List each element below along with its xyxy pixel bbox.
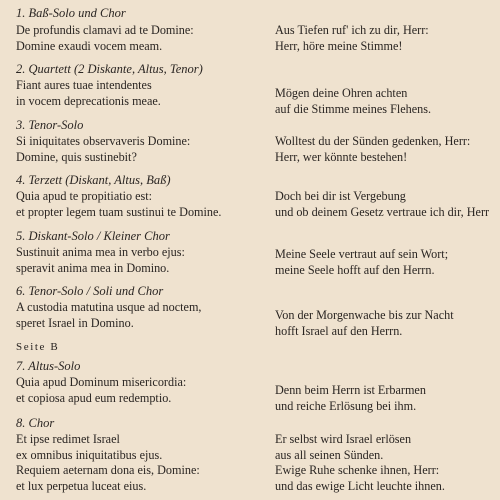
section-heading: 8. Chor <box>16 416 55 430</box>
german-text <box>275 134 470 165</box>
latin-line: ex omnibus iniquitatibus ejus. <box>16 447 163 462</box>
latin-line: Requiem aeternam dona eis, Domine: <box>16 463 200 477</box>
latin-text <box>16 375 186 406</box>
latin-line: et lux perpetua luceat eius. <box>16 478 147 493</box>
latin-line: Et ipse redimet Israel <box>16 432 120 446</box>
german-line: und reiche Erlösung bei ihm. <box>275 398 417 413</box>
latin-line: et copiosa apud eum redemptio. <box>16 390 172 405</box>
section-heading: 7. Altus-Solo <box>16 359 81 373</box>
german-line: Aus Tiefen ruf' ich zu dir, Herr: <box>275 23 429 37</box>
german-line: Ewige Ruhe schenke ihnen, Herr: <box>275 463 440 477</box>
german-text <box>275 247 448 278</box>
section-heading: 5. Diskant-Solo / Kleiner Chor <box>16 229 170 243</box>
latin-line: Si iniquitates observaveris Domine: <box>16 134 191 148</box>
section-heading: 3. Tenor-Solo <box>16 118 84 132</box>
german-line: aus all seinen Sünden. <box>275 447 384 462</box>
latin-line: speravit anima mea in Domino. <box>16 260 170 275</box>
latin-line: Domine exaudi vocem meam. <box>16 38 163 53</box>
side-b-label: Seite B <box>16 341 60 353</box>
latin-line: Quia apud Dominum misericordia: <box>16 375 187 389</box>
latin-line: Domine, quis sustinebit? <box>16 149 137 164</box>
german-line: Meine Seele vertraut auf sein Wort; <box>275 247 449 261</box>
german-line: Doch bei dir ist Vergebung <box>275 189 406 203</box>
latin-text <box>16 432 200 494</box>
latin-text <box>16 189 221 220</box>
german-line: meine Seele hofft auf den Herrn. <box>275 262 435 277</box>
latin-line: speret Israel in Domino. <box>16 315 134 330</box>
german-line: Von der Morgenwache bis zur Nacht <box>275 308 454 322</box>
german-line: auf die Stimme meines Flehens. <box>275 101 432 116</box>
latin-line: et propter legem tuam sustinui te Domine. <box>16 204 222 219</box>
section-heading: 1. Baß-Solo und Chor <box>16 6 126 20</box>
german-line: und ob deinem Gesetz vertraue ich dir, Herr <box>275 204 490 219</box>
german-line: Herr, wer könnte bestehen! <box>275 149 408 164</box>
latin-text <box>16 134 190 165</box>
german-line: Herr, höre meine Stimme! <box>275 38 403 53</box>
german-text <box>275 189 489 220</box>
german-text <box>275 308 454 339</box>
section-heading: 6. Tenor-Solo / Soli und Chor <box>16 284 164 298</box>
latin-line: in vocem deprecationis meae. <box>16 93 161 108</box>
german-line: Er selbst wird Israel erlösen <box>275 432 412 446</box>
german-text <box>275 23 429 54</box>
german-line: Wolltest du der Sünden gedenken, Herr: <box>275 134 471 148</box>
latin-line: Quia apud te propitiatio est: <box>16 189 153 203</box>
latin-line: Sustinuit anima mea in verbo ejus: <box>16 245 185 259</box>
section-heading: 2. Quartett (2 Diskante, Altus, Tenor) <box>16 62 203 76</box>
german-line: Mögen deine Ohren achten <box>275 86 408 100</box>
german-line: Denn beim Herrn ist Erbarmen <box>275 383 426 397</box>
german-text <box>275 432 445 494</box>
latin-text <box>16 78 161 109</box>
latin-text <box>16 23 194 54</box>
latin-line: Fiant aures tuae intendentes <box>16 78 152 92</box>
german-text <box>275 383 426 414</box>
latin-line: A custodia matutina usque ad noctem, <box>16 300 202 314</box>
latin-text <box>16 245 185 276</box>
german-line: hofft Israel auf den Herrn. <box>275 323 403 338</box>
latin-text <box>16 300 201 331</box>
latin-line: De profundis clamavi ad te Domine: <box>16 23 194 37</box>
german-line: und das ewige Licht leuchte ihnen. <box>275 478 445 493</box>
german-text-offset <box>275 86 431 117</box>
section-heading: 4. Terzett (Diskant, Altus, Baß) <box>16 173 171 187</box>
